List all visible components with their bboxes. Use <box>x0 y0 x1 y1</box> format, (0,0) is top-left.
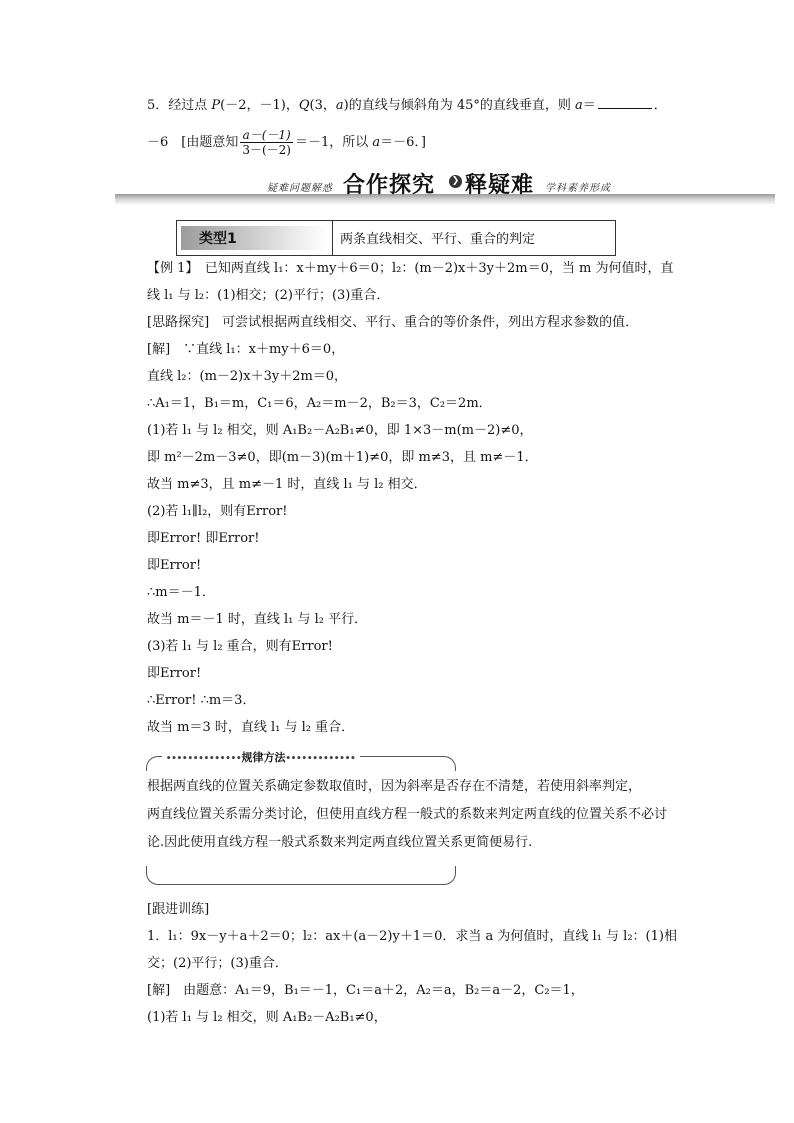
banner-right-caption: 学科素养形成 <box>545 183 611 194</box>
solution-line: 即 m²－2m－3≠0，即(m－3)(m＋1)≠0，即 m≠3，且 m≠－1． <box>147 450 538 465</box>
method-text: 两直线位置关系需分类讨论，但使用直线方程一般式的系数来判定两直线的位置关系不必讨 <box>147 807 668 822</box>
solution-line: 故当 m≠3，且 m≠－1 时，直线 l₁ 与 l₂ 相交． <box>147 477 427 492</box>
method-label-text: 规律方法 <box>241 751 286 764</box>
fraction <box>240 128 293 157</box>
fraction-denominator: 3－(－2) <box>242 143 291 157</box>
chevron-right-icon: ❯ <box>449 175 462 188</box>
method-label <box>162 749 360 765</box>
solution-line: ∴A₁＝1，B₁＝m，C₁＝6，A₂＝m－2，B₂＝3，C₂＝2m． <box>147 396 492 411</box>
var-a: a <box>372 135 381 150</box>
label-dots: ∙∙∙∙∙∙∙∙∙∙∙∙∙∙ <box>166 751 242 764</box>
solution-line: ∴m＝－1． <box>147 585 215 600</box>
type-divider <box>332 221 333 255</box>
label-dots: ∙∙∙∙∙∙∙∙∙∙∙∙∙ <box>285 751 356 764</box>
solution-line: (2)若 l₁∥l₂，则有Error! <box>147 504 288 519</box>
q5-text: ． <box>653 98 667 113</box>
solution-line: 直线 l₂：(m－2)x＋3y＋2m＝0， <box>147 369 348 384</box>
q5-text: (－2，－1)， <box>220 98 299 113</box>
type-box <box>176 220 616 256</box>
example-1-line-1: 【例 1】 已知两直线 l₁：x＋my＋6＝0；l₂：(m－2)x＋3y＋2m＝0，当 m 为何值时，直 <box>147 261 674 276</box>
solution-line: 即Error! 即Error! <box>147 531 260 546</box>
solution-line: [解] ∵直线 l₁：x＋my＋6＝0， <box>147 342 345 357</box>
answer-blank <box>598 96 652 109</box>
banner-title-2: 释疑难 <box>465 173 535 198</box>
banner-bar <box>115 194 775 204</box>
practice-question: 1．l₁：9x－y＋a＋2＝0；l₂：ax＋(a－2)y＋1＝0．求当 a 为何值时，直线 l₁ 与 l₂：(1)相 <box>147 929 677 944</box>
answer-text: ＝－1，所以 <box>294 135 373 150</box>
banner-left-caption: 疑难问题解惑 <box>267 183 333 194</box>
type-tab <box>181 226 329 250</box>
banner-title-1: 合作探究 <box>343 173 436 198</box>
point-q: Q <box>298 98 310 113</box>
answer-text: ＝－6．] <box>380 135 426 150</box>
example-1-line-2: 线 l₁ 与 l₂：(1)相交；(2)平行；(3)重合． <box>147 288 390 303</box>
section-banner <box>115 168 775 212</box>
q5-text: )的直线与倾斜角为 45°的直线垂直，则 <box>343 98 576 113</box>
var-a: a <box>575 98 583 113</box>
solution-line: 即Error! <box>147 558 202 573</box>
solution-line: 故当 m＝－1 时，直线 l₁ 与 l₂ 平行． <box>147 612 368 627</box>
practice-solution: (1)若 l₁ 与 l₂ 相交，则 A₁B₂－A₂B₁≠0， <box>147 1010 387 1025</box>
type-tab-label: 类型1 <box>199 231 237 247</box>
solution-line: ∴Error! ∴m＝3． <box>147 693 256 708</box>
method-box-bottom <box>146 866 456 885</box>
q5-text: 5．经过点 <box>147 98 212 113</box>
answer-text: －6 [由题意知 <box>147 135 239 150</box>
solution-line: 故当 m＝3 时，直线 l₁ 与 l₂ 重合． <box>147 720 355 735</box>
practice-heading: [跟进训练] <box>147 902 210 917</box>
q5-text: (3， <box>309 98 336 113</box>
fraction-numerator: a－(－1) <box>240 128 293 143</box>
problem-5 <box>147 96 667 115</box>
var-a: a <box>335 98 344 113</box>
solution-line: (1)若 l₁ 与 l₂ 相交，则 A₁B₂－A₂B₁≠0，即 1×3－m(m－2)≠0， <box>147 423 533 438</box>
approach-hint: [思路探究] 可尝试根据两直线相交、平行、重合的等价条件，列出方程求参数的值． <box>147 315 639 330</box>
solution-line: 即Error! <box>147 666 202 681</box>
type-title: 两条直线相交、平行、重合的判定 <box>340 232 536 247</box>
problem-5-answer <box>147 128 426 158</box>
point-p: P <box>211 98 221 113</box>
method-text: 论.因此使用直线方程一般式系数来判定两直线位置关系更简便易行. <box>147 835 533 850</box>
practice-question: 交；(2)平行；(3)重合． <box>147 956 288 971</box>
method-text: 根据两直线的位置关系确定参数取值时，因为斜率是否存在不清楚，若使用斜率判定， <box>147 779 642 794</box>
practice-solution: [解] 由题意：A₁＝9，B₁＝－1，C₁＝a＋2，A₂＝a，B₂＝a－2，C₂＝1， <box>147 983 584 998</box>
q5-text: ＝ <box>582 98 596 113</box>
solution-line: (3)若 l₁ 与 l₂ 重合，则有Error! <box>147 639 333 654</box>
